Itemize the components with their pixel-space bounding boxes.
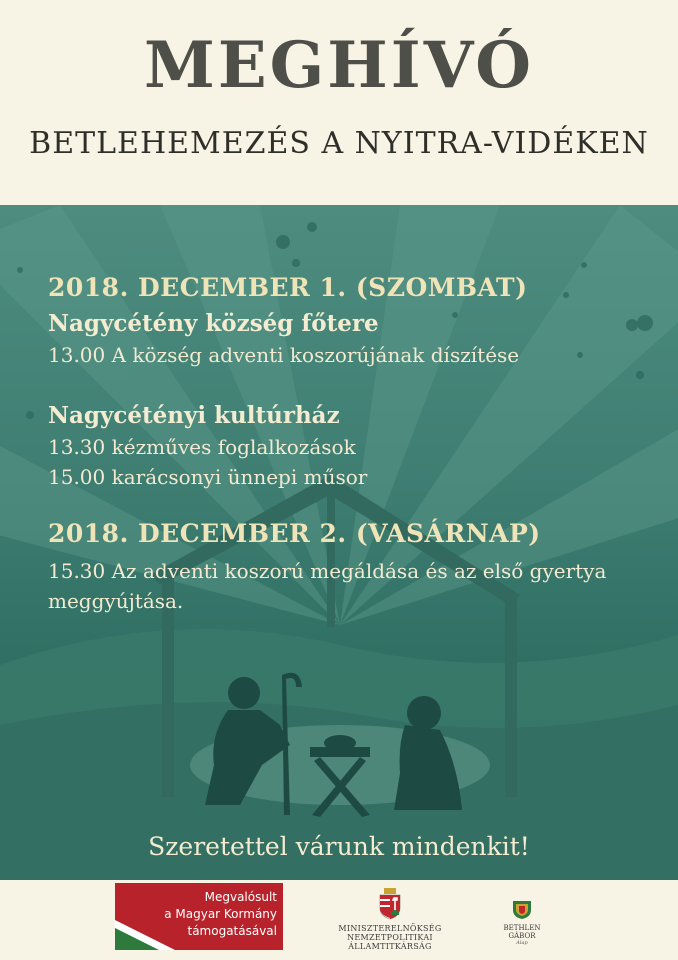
bethlen-subtitle: Alap xyxy=(516,940,528,946)
schedule-item: 15.00 karácsonyi ünnepi műsor xyxy=(48,465,368,489)
schedule-item: 13.30 kézműves foglalkozások xyxy=(48,435,356,459)
shield-icon xyxy=(512,900,532,920)
gov-line-1: Megvalósult xyxy=(204,890,277,904)
coat-of-arms-icon xyxy=(378,888,402,920)
event-schedule xyxy=(48,268,658,616)
gov-line-3: támogatásával xyxy=(187,924,277,938)
page-subtitle: BETLEHEMEZÉS A NYITRA-VIDÉKEN xyxy=(29,126,649,161)
venue-heading-2: Nagycétényi kultúrház xyxy=(48,402,340,429)
ministry-name-line-1: MINISZTERELNÖKSÉG xyxy=(338,924,442,933)
closing-message: Szeretettel várunk mindenkit! xyxy=(148,832,530,861)
bethlen-gabor-logo xyxy=(492,900,552,946)
schedule-item: 13.00 A község adventi koszorújának díszítése xyxy=(48,343,520,367)
government-support-badge xyxy=(115,883,283,950)
gov-badge-text xyxy=(127,889,277,940)
header xyxy=(0,0,678,205)
page-title: MEGHÍVÓ xyxy=(144,28,534,103)
event-date-1: 2018. DECEMBER 1. (SZOMBAT) xyxy=(48,273,528,302)
schedule-item: 15.30 Az adventi koszorú megáldása és az első gyertya xyxy=(48,559,607,583)
ministry-name-line-2: NEMZETPOLITIKAI ÁLLAMTITKÁRSÁG xyxy=(347,933,433,951)
gov-line-2: a Magyar Kormány xyxy=(164,907,277,921)
schedule-item-continued: meggyújtása. xyxy=(48,589,184,613)
ministry-logo xyxy=(310,888,470,951)
venue-heading-1: Nagycétény község főtere xyxy=(48,310,379,337)
bethlen-name: BETHLEN GÁBOR xyxy=(503,924,541,940)
event-date-2: 2018. DECEMBER 2. (VASÁRNAP) xyxy=(48,519,541,548)
